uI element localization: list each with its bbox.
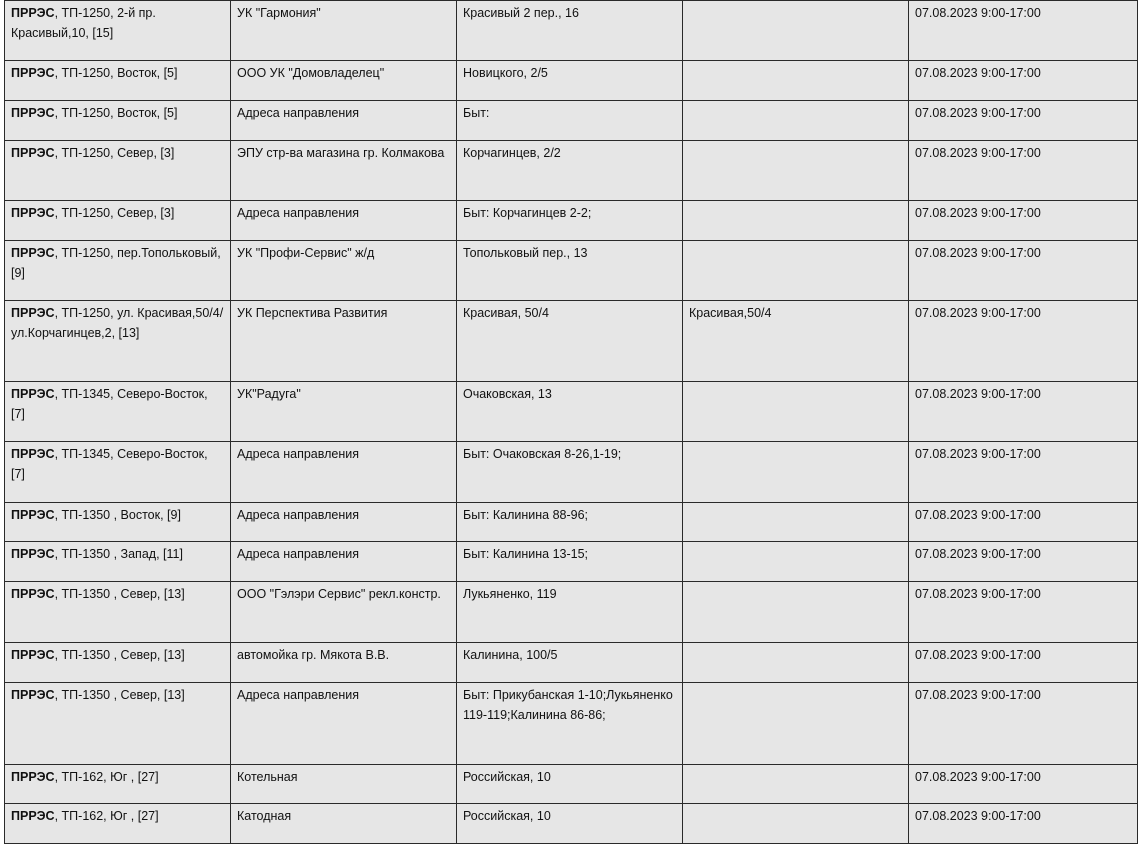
table-row bbox=[5, 804, 1138, 844]
brand-label: ПРРЭС bbox=[11, 106, 55, 120]
feeder-cell bbox=[5, 1, 231, 61]
table-row bbox=[5, 643, 1138, 683]
feeder-cell bbox=[5, 301, 231, 382]
address-cell: Корчагинцев, 2/2 bbox=[457, 141, 683, 201]
table-row bbox=[5, 542, 1138, 582]
feeder-text: , ТП-1345, Северо-Восток, [7] bbox=[11, 387, 208, 421]
datetime-cell: 07.08.2023 9:00-17:00 bbox=[909, 61, 1138, 101]
brand-label: ПРРЭС bbox=[11, 648, 55, 662]
consumer-cell: УК"Радуга" bbox=[231, 382, 457, 442]
address-cell: Российская, 10 bbox=[457, 804, 683, 844]
datetime-cell: 07.08.2023 9:00-17:00 bbox=[909, 101, 1138, 141]
feeder-cell bbox=[5, 542, 231, 582]
table-row bbox=[5, 765, 1138, 804]
consumer-cell: Котельная bbox=[231, 765, 457, 804]
consumer-cell: ООО "Гэлэри Сервис" рекл.констр. bbox=[231, 582, 457, 643]
extra-cell bbox=[683, 141, 909, 201]
brand-label: ПРРЭС bbox=[11, 547, 55, 561]
brand-label: ПРРЭС bbox=[11, 688, 55, 702]
feeder-cell bbox=[5, 804, 231, 844]
datetime-cell: 07.08.2023 9:00-17:00 bbox=[909, 765, 1138, 804]
extra-cell bbox=[683, 201, 909, 241]
datetime-cell: 07.08.2023 9:00-17:00 bbox=[909, 382, 1138, 442]
table-row bbox=[5, 241, 1138, 301]
extra-cell bbox=[683, 643, 909, 683]
address-cell: Очаковская, 13 bbox=[457, 382, 683, 442]
extra-cell bbox=[683, 503, 909, 542]
brand-label: ПРРЭС bbox=[11, 246, 55, 260]
datetime-cell: 07.08.2023 9:00-17:00 bbox=[909, 301, 1138, 382]
feeder-cell bbox=[5, 683, 231, 765]
feeder-cell bbox=[5, 765, 231, 804]
consumer-cell: Адреса направления bbox=[231, 442, 457, 503]
feeder-cell bbox=[5, 241, 231, 301]
consumer-cell: Адреса направления bbox=[231, 542, 457, 582]
brand-label: ПРРЭС bbox=[11, 508, 55, 522]
brand-label: ПРРЭС bbox=[11, 809, 55, 823]
extra-cell bbox=[683, 542, 909, 582]
extra-cell: Красивая,50/4 bbox=[683, 301, 909, 382]
extra-cell bbox=[683, 765, 909, 804]
extra-cell bbox=[683, 683, 909, 765]
consumer-cell: Адреса направления bbox=[231, 201, 457, 241]
consumer-cell: Адреса направления bbox=[231, 503, 457, 542]
table-row bbox=[5, 382, 1138, 442]
table-row bbox=[5, 683, 1138, 765]
brand-label: ПРРЭС bbox=[11, 6, 55, 20]
feeder-text: , ТП-162, Юг , [27] bbox=[54, 809, 159, 823]
consumer-cell: Адреса направления bbox=[231, 683, 457, 765]
brand-label: ПРРЭС bbox=[11, 770, 55, 784]
brand-label: ПРРЭС bbox=[11, 206, 55, 220]
feeder-text: , ТП-1250, Север, [3] bbox=[54, 146, 175, 160]
feeder-cell bbox=[5, 141, 231, 201]
brand-label: ПРРЭС bbox=[11, 66, 55, 80]
datetime-cell: 07.08.2023 9:00-17:00 bbox=[909, 141, 1138, 201]
feeder-cell bbox=[5, 503, 231, 542]
address-cell: Быт: bbox=[457, 101, 683, 141]
table-row bbox=[5, 61, 1138, 101]
datetime-cell: 07.08.2023 9:00-17:00 bbox=[909, 241, 1138, 301]
address-cell: Быт: Очаковская 8-26,1-19; bbox=[457, 442, 683, 503]
feeder-text: , ТП-162, Юг , [27] bbox=[54, 770, 159, 784]
address-cell: Красивый 2 пер., 16 bbox=[457, 1, 683, 61]
feeder-text: , ТП-1345, Северо-Восток, [7] bbox=[11, 447, 208, 481]
table-row bbox=[5, 1, 1138, 61]
feeder-text: , ТП-1250, Восток, [5] bbox=[54, 66, 178, 80]
address-cell: Быт: Корчагинцев 2-2; bbox=[457, 201, 683, 241]
address-cell: Топольковый пер., 13 bbox=[457, 241, 683, 301]
extra-cell bbox=[683, 382, 909, 442]
feeder-text: , ТП-1250, Север, [3] bbox=[54, 206, 175, 220]
address-cell: Быт: Прикубанская 1-10;Лукьяненко 119-119;Калинина 86-86; bbox=[457, 683, 683, 765]
feeder-text: , ТП-1250, 2-й пр. Красивый,10, [15] bbox=[11, 6, 156, 40]
feeder-text: , ТП-1350 , Восток, [9] bbox=[54, 508, 181, 522]
outage-table-sheet bbox=[4, 0, 1137, 844]
outage-table bbox=[4, 0, 1138, 844]
table-row bbox=[5, 301, 1138, 382]
datetime-cell: 07.08.2023 9:00-17:00 bbox=[909, 1, 1138, 61]
datetime-cell: 07.08.2023 9:00-17:00 bbox=[909, 683, 1138, 765]
datetime-cell: 07.08.2023 9:00-17:00 bbox=[909, 643, 1138, 683]
extra-cell bbox=[683, 241, 909, 301]
consumer-cell: ООО УК "Домовладелец" bbox=[231, 61, 457, 101]
consumer-cell: Катодная bbox=[231, 804, 457, 844]
table-row bbox=[5, 442, 1138, 503]
datetime-cell: 07.08.2023 9:00-17:00 bbox=[909, 503, 1138, 542]
feeder-text: , ТП-1250, ул. Красивая,50/4/ ул.Корчагинцев,2, [13] bbox=[11, 306, 224, 340]
feeder-cell bbox=[5, 643, 231, 683]
datetime-cell: 07.08.2023 9:00-17:00 bbox=[909, 582, 1138, 643]
brand-label: ПРРЭС bbox=[11, 146, 55, 160]
feeder-cell bbox=[5, 201, 231, 241]
table-row bbox=[5, 141, 1138, 201]
datetime-cell: 07.08.2023 9:00-17:00 bbox=[909, 542, 1138, 582]
extra-cell bbox=[683, 582, 909, 643]
extra-cell bbox=[683, 61, 909, 101]
feeder-cell bbox=[5, 61, 231, 101]
brand-label: ПРРЭС bbox=[11, 587, 55, 601]
feeder-cell bbox=[5, 582, 231, 643]
extra-cell bbox=[683, 1, 909, 61]
table-row bbox=[5, 101, 1138, 141]
address-cell: Быт: Калинина 13-15; bbox=[457, 542, 683, 582]
consumer-cell: автомойка гр. Мякота В.В. bbox=[231, 643, 457, 683]
brand-label: ПРРЭС bbox=[11, 387, 55, 401]
table-row bbox=[5, 503, 1138, 542]
feeder-text: , ТП-1350 , Север, [13] bbox=[54, 648, 185, 662]
feeder-text: , ТП-1350 , Север, [13] bbox=[54, 587, 185, 601]
consumer-cell: УК "Гармония" bbox=[231, 1, 457, 61]
consumer-cell: ЭПУ стр-ва магазина гр. Колмакова bbox=[231, 141, 457, 201]
feeder-text: , ТП-1350 , Север, [13] bbox=[54, 688, 185, 702]
datetime-cell: 07.08.2023 9:00-17:00 bbox=[909, 201, 1138, 241]
address-cell: Калинина, 100/5 bbox=[457, 643, 683, 683]
address-cell: Красивая, 50/4 bbox=[457, 301, 683, 382]
brand-label: ПРРЭС bbox=[11, 447, 55, 461]
consumer-cell: УК Перспектива Развития bbox=[231, 301, 457, 382]
consumer-cell: УК "Профи-Сервис" ж/д bbox=[231, 241, 457, 301]
extra-cell bbox=[683, 442, 909, 503]
extra-cell bbox=[683, 101, 909, 141]
extra-cell bbox=[683, 804, 909, 844]
address-cell: Быт: Калинина 88-96; bbox=[457, 503, 683, 542]
brand-label: ПРРЭС bbox=[11, 306, 55, 320]
feeder-cell bbox=[5, 442, 231, 503]
datetime-cell: 07.08.2023 9:00-17:00 bbox=[909, 442, 1138, 503]
table-row bbox=[5, 201, 1138, 241]
datetime-cell: 07.08.2023 9:00-17:00 bbox=[909, 804, 1138, 844]
address-cell: Российская, 10 bbox=[457, 765, 683, 804]
address-cell: Новицкого, 2/5 bbox=[457, 61, 683, 101]
feeder-text: , ТП-1250, пер.Топольковый, [9] bbox=[11, 246, 221, 280]
feeder-cell bbox=[5, 101, 231, 141]
feeder-text: , ТП-1250, Восток, [5] bbox=[54, 106, 178, 120]
feeder-text: , ТП-1350 , Запад, [11] bbox=[54, 547, 183, 561]
feeder-cell bbox=[5, 382, 231, 442]
address-cell: Лукьяненко, 119 bbox=[457, 582, 683, 643]
table-row bbox=[5, 582, 1138, 643]
consumer-cell: Адреса направления bbox=[231, 101, 457, 141]
